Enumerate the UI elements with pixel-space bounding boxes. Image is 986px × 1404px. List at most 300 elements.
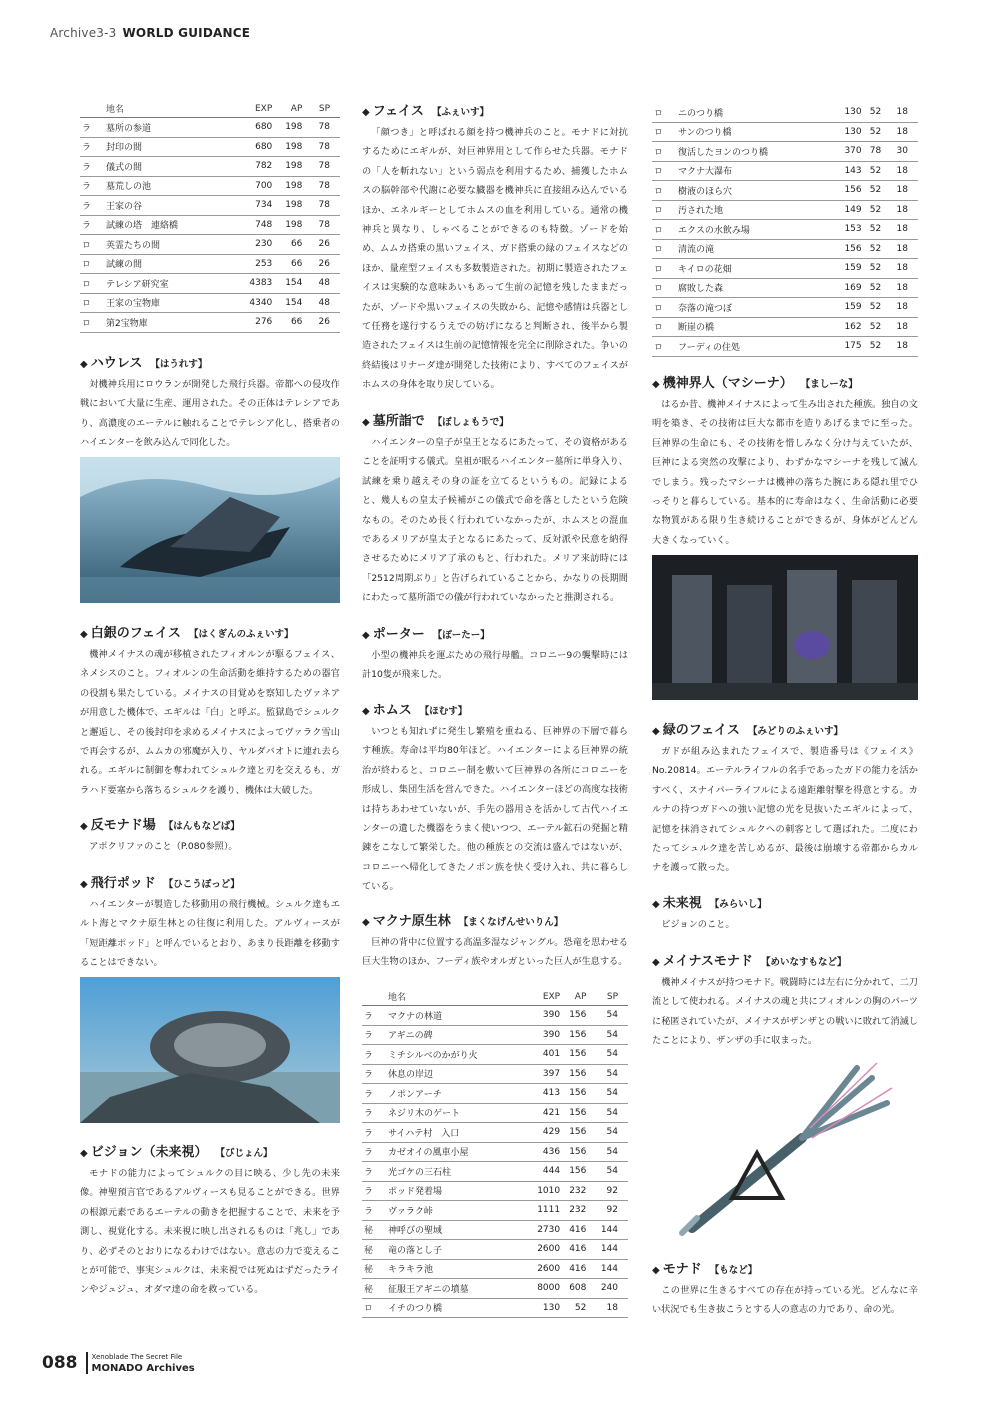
row-exp: 130 <box>832 103 861 122</box>
diamond-icon: ◆ <box>362 706 370 717</box>
th-ap: AP <box>272 100 302 118</box>
row-ap: 154 <box>272 274 302 294</box>
entry-body: 対機神兵用にロウランが開発した飛行兵器。帝都への侵攻作戦において大量に生産、運用された。その正体はテレシアであり、高濃度のエーテルに触れることでテレシア化し、搭乗者のハイエンターを飲み込んで同化した。 <box>80 379 340 449</box>
diamond-icon: ◆ <box>80 359 88 370</box>
row-ap: 156 <box>560 1064 586 1084</box>
row-ap: 52 <box>862 220 882 240</box>
row-ap: 52 <box>862 103 882 122</box>
row-ap: 66 <box>272 235 302 255</box>
row-sp: 18 <box>881 259 918 279</box>
row-area-type: ロ <box>652 161 678 181</box>
row-sp: 18 <box>881 298 918 318</box>
entry-face <box>362 100 628 395</box>
row-area-type: ロ <box>80 235 106 255</box>
page-header <box>50 26 250 40</box>
table-row <box>652 200 918 220</box>
row-location: 奈落の滝つぼ <box>678 298 832 318</box>
entry-hauresu <box>80 352 340 453</box>
entry-title: ハウレス <box>90 356 143 371</box>
entry-body: 小型の機神兵を運ぶための飛行母艦。コロニー9の襲撃時には計10隻が飛来した。 <box>362 650 628 681</box>
row-location: 光ゴケの三石柱 <box>388 1162 525 1182</box>
row-exp: 2730 <box>525 1220 560 1240</box>
row-ap: 608 <box>560 1279 586 1299</box>
table-row <box>362 1064 628 1084</box>
row-area-type: ラ <box>362 1006 388 1026</box>
location-table-3 <box>652 103 918 357</box>
row-area-type: ラ <box>362 1025 388 1045</box>
entry-body: 機神メイナスの魂が移植されたフィオルンが駆るフェイス、ネメシスのこと。フィオルンの生命活動を維持するための器官の役割も果たしている。メイナスの目覚めを察知したヴァネアが用意した機体で、エギルは「白」と呼ぶ。監獄島でシュルクと邂逅し、その後封印を求めるメイナスによってヴァラク雪山で再会するが、ムムカの邪魔が入り、ヤルダバオトに連れ去られる。エギルに制御を奪われてシュルク達と刃を交えるも、ガラハド要塞から落ちるシュルクを護り、機体は大破した。 <box>80 649 340 796</box>
location-table-1 <box>80 100 340 333</box>
diamond-icon: ◆ <box>362 107 370 118</box>
row-exp: 436 <box>525 1142 560 1162</box>
row-exp: 4340 <box>232 293 272 313</box>
row-sp: 54 <box>586 1142 628 1162</box>
table-row <box>80 235 340 255</box>
row-exp: 680 <box>232 137 272 157</box>
entry-body: ハイエンターが製造した移動用の飛行機械。シュルク達もエルト海とマクナ原生林との往復に利用した。アルヴィースが「短距離ポッド」と呼んでいるとおり、あまり長距離を移動することはできない。 <box>80 899 340 969</box>
row-area-type: ロ <box>80 274 106 294</box>
th-sp: SP <box>586 988 628 1006</box>
hauresu-image <box>80 457 340 603</box>
row-area-type: ラ <box>80 118 106 138</box>
row-area-type: ロ <box>652 239 678 259</box>
table-row <box>80 274 340 294</box>
row-exp: 421 <box>525 1103 560 1123</box>
entry-body: はるか昔、機神メイナスによって生み出された種族。独自の文明を築き、その技術は巨大な都市を造りあげるまでに至った。巨神界の生命にも、その技術を惜しみなく分け与えていたが、巨神による突然の攻撃により、わずかなマシーナを残して滅んでしまう。残ったマシーナは機神の落ちた腕にある隠れ里でひっそりと暮らしている。基本的に寿命はなく、生命活動に必要な物質がある限り生き続けることができるが、身体がどんどん大きくなっていく。 <box>652 399 918 546</box>
entry-reading: 【ほむす】 <box>419 706 468 717</box>
table-row <box>362 1240 628 1260</box>
table-row <box>652 122 918 142</box>
row-location: キラキラ池 <box>388 1259 525 1279</box>
row-exp: 1010 <box>525 1181 560 1201</box>
row-area-type: ロ <box>80 313 106 333</box>
row-area-type: 秘 <box>362 1240 388 1260</box>
row-location: 征服王アギニの墳墓 <box>388 1279 525 1299</box>
row-location: 復活したヨンのつり橋 <box>678 142 832 162</box>
row-ap: 52 <box>862 181 882 201</box>
table-row <box>80 254 340 274</box>
row-ap: 198 <box>272 215 302 235</box>
row-area-type: ロ <box>652 259 678 279</box>
row-area-type: ロ <box>362 1298 388 1318</box>
row-sp: 240 <box>586 1279 628 1299</box>
row-ap: 156 <box>560 1162 586 1182</box>
diamond-icon: ◆ <box>362 417 370 428</box>
entry-reading: 【びじょん】 <box>215 1148 273 1159</box>
row-ap: 232 <box>560 1201 586 1221</box>
row-area-type: ロ <box>652 103 678 122</box>
row-exp: 2600 <box>525 1259 560 1279</box>
row-sp: 18 <box>881 239 918 259</box>
row-ap: 198 <box>272 137 302 157</box>
row-exp: 162 <box>832 317 861 337</box>
table-row <box>362 1220 628 1240</box>
row-location: 儀式の間 <box>106 157 232 177</box>
row-exp: 413 <box>525 1084 560 1104</box>
row-area-type: ロ <box>652 181 678 201</box>
row-exp: 444 <box>525 1162 560 1182</box>
row-sp: 54 <box>586 1123 628 1143</box>
row-location: ポッド発着場 <box>388 1181 525 1201</box>
entry-reading: 【もなど】 <box>709 1265 758 1276</box>
row-exp: 1111 <box>525 1201 560 1221</box>
row-sp: 78 <box>302 215 340 235</box>
row-ap: 156 <box>560 1123 586 1143</box>
row-exp: 230 <box>232 235 272 255</box>
row-exp: 276 <box>232 313 272 333</box>
row-exp: 8000 <box>525 1279 560 1299</box>
entry-title: 未来視 <box>662 896 702 911</box>
row-area-type: ラ <box>362 1142 388 1162</box>
row-exp: 734 <box>232 196 272 216</box>
entry-reading: 【ましーな】 <box>800 379 858 390</box>
row-area-type: ラ <box>362 1201 388 1221</box>
row-exp: 149 <box>832 200 861 220</box>
row-location: ヴァラク峠 <box>388 1201 525 1221</box>
row-location: 清流の滝 <box>678 239 832 259</box>
row-exp: 169 <box>832 278 861 298</box>
entry-monado <box>652 1258 918 1320</box>
row-ap: 416 <box>560 1240 586 1260</box>
row-location: サイハテ村 入口 <box>388 1123 525 1143</box>
row-area-type: ラ <box>362 1103 388 1123</box>
row-exp: 153 <box>832 220 861 240</box>
row-area-type: ラ <box>80 176 106 196</box>
entry-title: マクナ原生林 <box>372 914 451 929</box>
entry-boshomoude <box>362 410 628 608</box>
row-location: マクナの林道 <box>388 1006 525 1026</box>
row-ap: 154 <box>272 293 302 313</box>
row-sp: 30 <box>881 142 918 162</box>
table-row <box>652 142 918 162</box>
row-sp: 78 <box>302 196 340 216</box>
row-ap: 198 <box>272 196 302 216</box>
entry-makuna <box>362 910 628 972</box>
entry-reading: 【ふぇいす】 <box>431 107 489 118</box>
row-exp: 159 <box>832 259 861 279</box>
row-area-type: ロ <box>80 254 106 274</box>
row-sp: 54 <box>586 1064 628 1084</box>
entry-body: 巨神の背中に位置する高温多湿なジャングル。恐竜を思わせる巨大生物のほか、フーディ族やオルガといった巨人が生息する。 <box>362 937 628 968</box>
row-sp: 18 <box>881 181 918 201</box>
row-location: フーディの住処 <box>678 337 832 357</box>
row-ap: 198 <box>272 176 302 196</box>
table-row <box>80 196 340 216</box>
row-ap: 52 <box>862 337 882 357</box>
entry-title: フェイス <box>372 104 424 119</box>
entry-body: モナドの能力によってシュルクの目に映る、少し先の未来像。神聖預言官であるアルヴィースも見ることができる。世界の根源元素であるエーテルの動きを把握することで、未来を予測し、視覚化する。未来視に映し出されるものは「兆し」であり、必ずそのとおりになるわけではない。意志の力で変えることが可能で、事実シュルクは、未来視では死ぬはずだったラインやジュジュ、オダマ達の命を救っている。 <box>80 1168 340 1296</box>
row-area-type: ロ <box>652 220 678 240</box>
entry-reading: 【はくぎんのふぇいす】 <box>188 629 294 640</box>
row-ap: 156 <box>560 1045 586 1065</box>
row-exp: 390 <box>525 1006 560 1026</box>
row-sp: 48 <box>302 274 340 294</box>
row-exp: 700 <box>232 176 272 196</box>
diamond-icon: ◆ <box>652 899 660 910</box>
row-ap: 156 <box>560 1103 586 1123</box>
row-sp: 18 <box>586 1298 628 1318</box>
entry-reading: 【ぽーたー】 <box>432 630 490 641</box>
page-number: 088 <box>42 1353 78 1373</box>
entry-homusu <box>362 699 628 897</box>
row-location: 墓荒しの池 <box>106 176 232 196</box>
entry-reading: 【まくなげんせいりん】 <box>458 917 564 928</box>
row-location: ミチシルベのかがり火 <box>388 1045 525 1065</box>
row-sp: 26 <box>302 254 340 274</box>
diamond-icon: ◆ <box>80 1148 88 1159</box>
row-area-type: ロ <box>652 122 678 142</box>
table-row <box>362 1006 628 1026</box>
entry-body: ガドが組み込まれたフェイスで、製造番号は《フェイス》No.20814。エーテルライフルの名手であったガドの能力を活かすべく、スナイパーライフルによる遠距離射撃を得意とする。カルナの持つガドへの強い記憶の光を見抜いたエギルによって、記憶を抹消されてシュルクへの刺客として選ばれた。二度にわたってシュルク達を苦しめるが、最後は崩壊する帝都からカルナを護って散った。 <box>652 746 918 874</box>
row-ap: 156 <box>560 1142 586 1162</box>
entry-title: 緑のフェイス <box>662 723 740 738</box>
row-exp: 130 <box>525 1298 560 1318</box>
row-sp: 144 <box>586 1220 628 1240</box>
entry-title: 反モナド場 <box>90 818 156 833</box>
row-area-type: ラ <box>362 1064 388 1084</box>
archive-label: Archive3-3 <box>50 26 117 40</box>
table-row <box>652 103 918 122</box>
row-sp: 144 <box>586 1259 628 1279</box>
row-exp: 2600 <box>525 1240 560 1260</box>
row-sp: 18 <box>881 278 918 298</box>
table-row <box>652 278 918 298</box>
row-location: キイロの花畑 <box>678 259 832 279</box>
entry-reading: 【めいなすもなど】 <box>760 957 847 968</box>
row-area-type: ラ <box>362 1162 388 1182</box>
th-name: 地名 <box>106 100 232 118</box>
row-ap: 156 <box>560 1006 586 1026</box>
table-row <box>80 137 340 157</box>
row-ap: 232 <box>560 1181 586 1201</box>
diamond-icon: ◆ <box>80 879 88 890</box>
entry-reading: 【みらいし】 <box>709 899 767 910</box>
row-location: 休息の岸辺 <box>388 1064 525 1084</box>
entry-body: 機神メイナスが持つモナド。戦闘時には左右に分かれて、二刀流として使われる。メイナスの魂と共にフィオルンの胸のパーツに秘匿されていたが、メイナスがザンザとの戦いに敗れて消滅したことにより、ザンザの手に収まった。 <box>652 977 918 1047</box>
row-ap: 52 <box>862 161 882 181</box>
diamond-icon: ◆ <box>652 1265 660 1276</box>
mashina-image <box>652 555 918 700</box>
table-row <box>362 1123 628 1143</box>
table-row <box>80 176 340 196</box>
row-location: 第2宝物庫 <box>106 313 232 333</box>
row-sp: 92 <box>586 1201 628 1221</box>
row-exp: 143 <box>832 161 861 181</box>
row-location: 腐敗した森 <box>678 278 832 298</box>
table-row <box>80 313 340 333</box>
row-location: 竜の落とし子 <box>388 1240 525 1260</box>
table-row <box>80 118 340 138</box>
table-row <box>652 337 918 357</box>
diamond-icon: ◆ <box>80 821 88 832</box>
th-name: 地名 <box>388 988 525 1006</box>
row-area-type: ラ <box>80 137 106 157</box>
row-ap: 156 <box>560 1025 586 1045</box>
row-area-type: ラ <box>80 196 106 216</box>
row-location: 王家の谷 <box>106 196 232 216</box>
row-location: 汚された地 <box>678 200 832 220</box>
row-area-type: 秘 <box>362 1259 388 1279</box>
entry-body: 「顔つき」と呼ばれる顔を持つ機神兵のこと。モナドに対抗するためにエギルが、対巨神界用として作らせた兵器。モナドの「人を斬れない」という弱点を利用するため、捕獲したホムスの脳幹部や代謝に必要な臓器を機神兵に直接組み込んでいるほか、エネルギーとしてホムスの血を利用している。通常の機神兵と異なり、しゃべることができるのも特徴。ゾードを始め、ムムカ搭乗の黒いフェイス、ガド搭乗の緑のフェイスなどのほか、量産型フェイスも多数製造された。初期に製造されたフェイスは実験的な意味あいもあって生前の記憶を残したままだったが、ゾードや黒いフェイスの失敗から、記憶や感情は兵器として任務を遂行するうえでの妨げになると判断され、後半から製造されたフェイスは生前の記憶情報を完全に削除された。争いの終結後はリナーダ達が開発した技術により、すべてのフェイスがホムスの身体を取り戻している。 <box>362 127 628 391</box>
row-exp: 156 <box>832 181 861 201</box>
row-location: 試練の塔 連絡橋 <box>106 215 232 235</box>
diamond-icon: ◆ <box>652 726 660 737</box>
row-sp: 48 <box>302 293 340 313</box>
row-sp: 54 <box>586 1006 628 1026</box>
row-ap: 416 <box>560 1259 586 1279</box>
row-sp: 18 <box>881 317 918 337</box>
row-location: 試練の間 <box>106 254 232 274</box>
row-sp: 78 <box>302 137 340 157</box>
row-location: 断崖の橋 <box>678 317 832 337</box>
diamond-icon: ◆ <box>362 630 370 641</box>
row-location: ネジリ木のゲート <box>388 1103 525 1123</box>
row-location: 王家の宝物庫 <box>106 293 232 313</box>
entry-hakugin <box>80 622 340 800</box>
th-exp: EXP <box>232 100 272 118</box>
entry-title: メイナスモナド <box>662 954 753 969</box>
th-ap: AP <box>560 988 586 1006</box>
row-ap: 52 <box>862 122 882 142</box>
row-sp: 18 <box>881 200 918 220</box>
table-row <box>652 259 918 279</box>
entry-reading: 【ぼしょもうで】 <box>432 417 509 428</box>
entry-meinasu <box>652 950 918 1051</box>
diamond-icon: ◆ <box>652 957 660 968</box>
row-exp: 680 <box>232 118 272 138</box>
row-area-type: ラ <box>362 1045 388 1065</box>
row-ap: 52 <box>862 317 882 337</box>
entry-title: ビジョン（未来視） <box>90 1145 208 1160</box>
row-location: イチのつり橋 <box>388 1298 525 1318</box>
row-sp: 54 <box>586 1025 628 1045</box>
row-location: サンのつり橋 <box>678 122 832 142</box>
row-ap: 66 <box>272 254 302 274</box>
row-sp: 18 <box>881 161 918 181</box>
row-area-type: ロ <box>652 337 678 357</box>
book-subtitle: Xenoblade The Secret File <box>91 1353 183 1361</box>
row-ap: 66 <box>272 313 302 333</box>
table-row <box>362 1298 628 1318</box>
row-ap: 52 <box>862 278 882 298</box>
row-area-type: ロ <box>652 317 678 337</box>
table-row <box>80 293 340 313</box>
entry-body: アポクリファのこと（P.080参照）。 <box>89 841 238 852</box>
entry-title: モナド <box>662 1262 702 1277</box>
row-area-type: 秘 <box>362 1220 388 1240</box>
entry-mashina <box>652 372 918 550</box>
row-ap: 52 <box>862 200 882 220</box>
table-row <box>652 239 918 259</box>
row-location: マクナ大瀑布 <box>678 161 832 181</box>
row-sp: 92 <box>586 1181 628 1201</box>
row-ap: 156 <box>560 1084 586 1104</box>
entry-body: いつとも知れずに発生し繁殖を重ねる、巨神界の下層で暮らす種族。寿命は平均80年ほど。ハイエンターによる巨神界の統治が終わると、コロニー制を敷いて巨神界の各所にコロニーを形成し、集団生活を営んできた。ハイエンターほどの高度な技術は持ちあわせていないが、手先の器用さを活かして古代ハイエンターの遺した機器をうまく使いつつ、エーテル鉱石の発掘と精錬をこなして繁栄した。他の種族との交流は盛んではないが、コロニーへ帰化してきたノポン族を快く受け入れ、共に暮らしている。 <box>362 726 628 893</box>
table-row <box>362 1259 628 1279</box>
row-sp: 18 <box>881 337 918 357</box>
row-ap: 52 <box>862 298 882 318</box>
row-exp: 156 <box>832 239 861 259</box>
page-footer <box>42 1352 195 1374</box>
table-row <box>652 181 918 201</box>
row-ap: 416 <box>560 1220 586 1240</box>
table-row <box>80 157 340 177</box>
row-area-type: ラ <box>362 1084 388 1104</box>
table-row <box>362 1045 628 1065</box>
row-area-type: ロ <box>652 298 678 318</box>
row-sp: 54 <box>586 1103 628 1123</box>
row-exp: 253 <box>232 254 272 274</box>
row-location: 英霊たちの間 <box>106 235 232 255</box>
row-location: 墓所の参道 <box>106 118 232 138</box>
entry-porter <box>362 623 628 685</box>
row-location: カゼオイの風車小屋 <box>388 1142 525 1162</box>
entry-vision <box>80 1141 340 1300</box>
table-row <box>362 1162 628 1182</box>
row-exp: 370 <box>832 142 861 162</box>
entry-title: ポーター <box>372 627 425 642</box>
entry-reading: 【ひこうぽっど】 <box>163 879 240 890</box>
row-ap: 78 <box>862 142 882 162</box>
row-sp: 78 <box>302 157 340 177</box>
entry-reading: 【はんもなどば】 <box>163 821 240 832</box>
row-exp: 429 <box>525 1123 560 1143</box>
table-row <box>362 1279 628 1299</box>
table-row <box>652 220 918 240</box>
table-row <box>362 1201 628 1221</box>
table-row <box>362 1142 628 1162</box>
pod-image <box>80 977 340 1123</box>
row-area-type: 秘 <box>362 1279 388 1299</box>
row-exp: 782 <box>232 157 272 177</box>
row-exp: 4383 <box>232 274 272 294</box>
row-location: テレシア研究室 <box>106 274 232 294</box>
entry-body: ビジョンのこと。 <box>661 919 735 930</box>
meinasu-monado-image <box>652 1058 918 1248</box>
row-location: アギニの碑 <box>388 1025 525 1045</box>
header-title: WORLD GUIDANCE <box>122 26 251 40</box>
row-exp: 159 <box>832 298 861 318</box>
row-sp: 54 <box>586 1045 628 1065</box>
row-area-type: ラ <box>80 215 106 235</box>
table-row <box>652 161 918 181</box>
row-area-type: ロ <box>652 200 678 220</box>
row-area-type: ロ <box>80 293 106 313</box>
row-ap: 52 <box>862 259 882 279</box>
row-sp: 78 <box>302 118 340 138</box>
entry-reading: 【みどりのふぇいす】 <box>747 726 843 737</box>
row-area-type: ラ <box>362 1181 388 1201</box>
row-area-type: ロ <box>652 142 678 162</box>
entry-title: 機神界人（マシーナ） <box>662 376 793 391</box>
table-row <box>362 1084 628 1104</box>
entry-title: 墓所詣で <box>372 414 425 429</box>
row-location: ノポンアーチ <box>388 1084 525 1104</box>
table-row <box>652 317 918 337</box>
table-row <box>362 1025 628 1045</box>
entry-hanmonado <box>80 814 340 856</box>
row-ap: 52 <box>862 239 882 259</box>
entry-body: この世界に生きるすべての存在が持っている光。どんなに辛い状況でも生き抜こうとする人の意志の力であり、命の光。 <box>652 1285 918 1316</box>
table-row <box>362 1103 628 1123</box>
row-ap: 198 <box>272 118 302 138</box>
row-exp: 748 <box>232 215 272 235</box>
row-exp: 130 <box>832 122 861 142</box>
row-sp: 26 <box>302 313 340 333</box>
row-exp: 401 <box>525 1045 560 1065</box>
th-sp: SP <box>302 100 340 118</box>
row-sp: 26 <box>302 235 340 255</box>
